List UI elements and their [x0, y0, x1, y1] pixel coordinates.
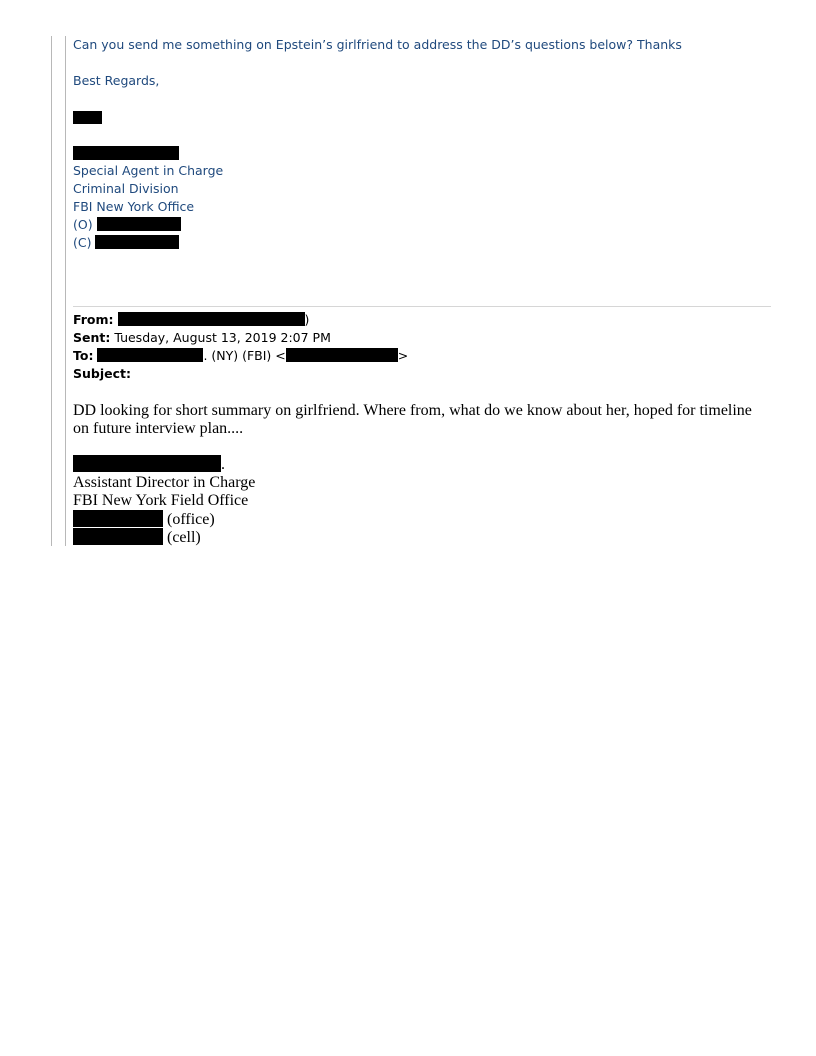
- reply-cell-phone-row: [73, 235, 179, 250]
- reply-closing: Best Regards,: [73, 73, 160, 88]
- redacted-adic-name: [73, 455, 221, 472]
- forwarded-signature-name-row: [73, 455, 225, 474]
- to-suffix: >: [397, 348, 409, 363]
- redacted-cell-phone: [95, 235, 179, 249]
- reply-message: Can you send me something on Epstein’s girlfriend to address the DD’s questions below? Thanks: [73, 37, 682, 52]
- redacted-to-name: [97, 348, 203, 362]
- to-middle: . (NY) (FBI) <: [203, 348, 286, 363]
- reply-signature-division: Criminal Division: [73, 181, 179, 196]
- reply-office-phone-row: [73, 217, 181, 232]
- forward-divider: [73, 306, 771, 307]
- forwarded-body: DD looking for short summary on girlfriend. Where from, what do we know about her, hoped for timeline on future interview plan....: [73, 402, 752, 437]
- quote-bar-inner: [65, 36, 66, 546]
- redacted-to-address: [286, 348, 398, 362]
- sent-value: Tuesday, August 13, 2019 2:07 PM: [110, 330, 331, 345]
- to-row: [73, 348, 408, 363]
- redacted-from-address: [118, 312, 305, 326]
- sent-row: [73, 330, 331, 345]
- to-label: To:: [73, 348, 94, 363]
- cell-phone-label: (C): [73, 235, 92, 250]
- quote-bar-outer: [51, 36, 52, 546]
- office-phone-label: (O): [73, 217, 93, 232]
- sent-label: Sent:: [73, 330, 111, 345]
- adic-office-label: (office): [167, 511, 215, 528]
- adic-cell-label: (cell): [167, 529, 201, 546]
- forwarded-cell-phone-row: [73, 528, 201, 547]
- redacted-office-phone: [97, 217, 181, 231]
- forwarded-signature-office: FBI New York Field Office: [73, 492, 249, 509]
- from-row: [73, 312, 309, 327]
- from-suffix: ): [304, 312, 310, 327]
- subject-row: [73, 366, 131, 381]
- from-label: From:: [73, 312, 114, 327]
- name-suffix: .: [221, 456, 225, 473]
- redacted-adic-cell-phone: [73, 528, 163, 545]
- reply-signature-title: Special Agent in Charge: [73, 163, 224, 178]
- subject-label: Subject:: [73, 366, 131, 381]
- forwarded-signature-title: Assistant Director in Charge: [73, 474, 256, 491]
- redacted-sender-nickname: [73, 111, 102, 124]
- redacted-adic-office-phone: [73, 510, 163, 527]
- forwarded-office-phone-row: [73, 510, 215, 529]
- redacted-sender-name: [73, 146, 179, 160]
- reply-signature-office: FBI New York Office: [73, 199, 195, 214]
